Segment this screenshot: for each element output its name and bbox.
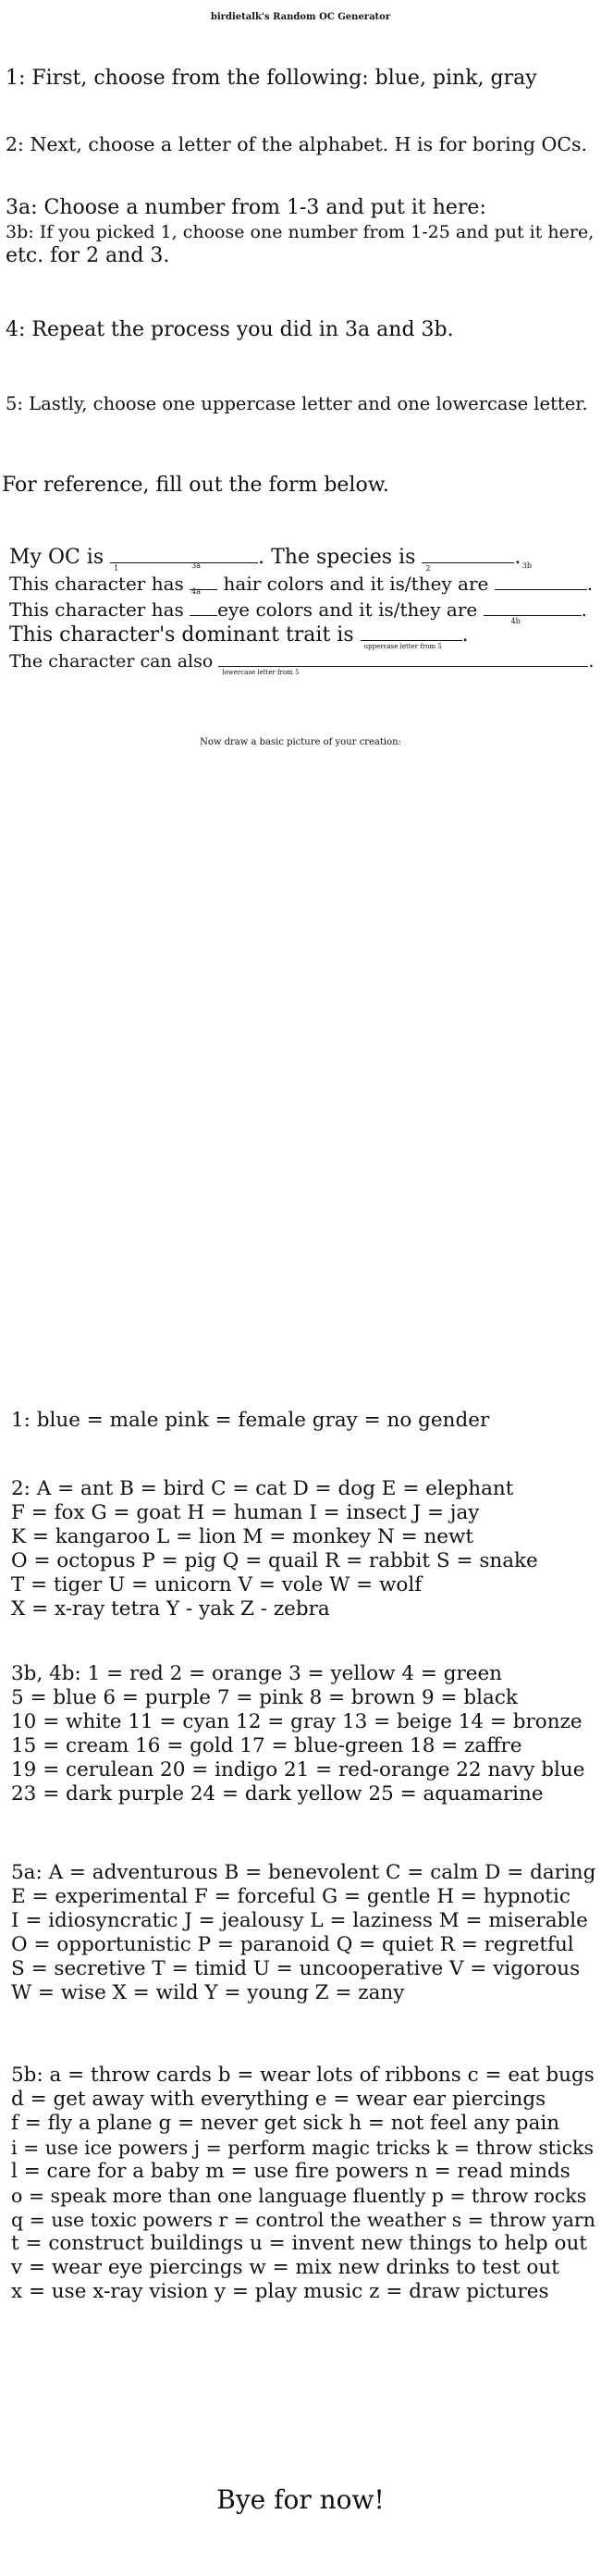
key-line: q = use toxic powers r = control the weather s = throw yarn bbox=[11, 2209, 595, 2231]
key-line: O = octopus P = pig Q = quail R = rabbit S = snake bbox=[11, 1549, 538, 1572]
form-text: . bbox=[581, 598, 587, 621]
key-line: W = wise X = wild Y = young Z = zany bbox=[11, 1981, 405, 2004]
key-line: 5a: A = adventurous B = benevolent C = calm D = daring bbox=[11, 1861, 596, 1884]
key-line: f = fly a plane g = never get sick h = not feel any pain bbox=[11, 2112, 560, 2135]
form-text: My OC is bbox=[9, 546, 104, 569]
key-line: t = construct buildings u = invent new things to help out bbox=[11, 2232, 587, 2255]
key-line: 5 = blue 6 = purple 7 = pink 8 = brown 9 = black bbox=[11, 1686, 518, 1709]
form-text: hair colors and it is/they are bbox=[223, 573, 489, 595]
key-line: o = speak more than one language fluently p = throw rocks bbox=[11, 2185, 587, 2207]
eye-count-blank[interactable] bbox=[190, 587, 217, 616]
instruction-3b-cont: etc. for 2 and 3. bbox=[6, 244, 170, 267]
eye-colors-blank[interactable] bbox=[484, 598, 582, 625]
key-line: d = get away with everything e = wear ear piercings bbox=[11, 2088, 546, 2111]
blank-sub-label: 2 bbox=[425, 564, 431, 573]
key-line: x = use x-ray vision y = play music z = draw pictures bbox=[11, 2280, 549, 2303]
key-line: K = kangaroo L = lion M = monkey N = newt bbox=[11, 1525, 474, 1548]
key-line: I = idiosyncratic J = jealousy L = laziness M = miserable bbox=[11, 1909, 588, 1932]
key-line: F = fox G = goat H = human I = insect J = jay bbox=[11, 1501, 480, 1524]
instruction-3b: 3b: If you picked 1, choose one number from 1-25 and put it here, bbox=[6, 222, 595, 242]
blank-sub-label: 4b bbox=[510, 617, 521, 625]
instruction-2: 2: Next, choose a letter of the alphabet. H is for boring OCs. bbox=[6, 133, 588, 155]
blank-sub-label: lowercase letter from 5 bbox=[222, 669, 300, 676]
reference-note: For reference, fill out the form below. bbox=[2, 474, 389, 497]
form-text: . bbox=[461, 623, 469, 647]
form-line-hair bbox=[9, 561, 594, 596]
blank-sub-label: 3b bbox=[521, 561, 532, 570]
drawing-area[interactable] bbox=[0, 768, 601, 1397]
key-line: l = care for a baby m = use fire powers n = read minds bbox=[11, 2160, 570, 2183]
key-line: v = wear eye piercings w = mix new drinks to test out bbox=[11, 2256, 559, 2279]
form-text: . The species is bbox=[258, 546, 416, 569]
key-line: 5b: a = throw cards b = wear lots of ribbons c = eat bugs bbox=[11, 2064, 595, 2087]
form-line-ability bbox=[9, 649, 595, 676]
blank-sub-label: 4a bbox=[191, 587, 202, 596]
closing-text: Bye for now! bbox=[216, 2484, 385, 2515]
form-text: This character has bbox=[9, 598, 184, 621]
hair-colors-blank[interactable] bbox=[495, 561, 587, 590]
instruction-3a: 3a: Choose a number from 1-3 and put it here: bbox=[6, 196, 486, 219]
key-line: T = tiger U = unicorn V = vole W = wolf bbox=[11, 1573, 423, 1596]
key-line: 2: A = ant B = bird C = cat D = dog E = elephant bbox=[11, 1477, 514, 1500]
form-text: This character has bbox=[9, 573, 184, 595]
key-line: 19 = cerulean 20 = indigo 21 = red-orange 22 navy blue bbox=[11, 1758, 585, 1781]
key-line: 23 = dark purple 24 = dark yellow 25 = aquamarine bbox=[11, 1782, 544, 1806]
trait-blank[interactable] bbox=[361, 623, 462, 650]
form-line-trait bbox=[9, 623, 469, 650]
form-line-eyes bbox=[9, 587, 587, 625]
form-text: This character's dominant trait is bbox=[9, 623, 354, 647]
key-line: 15 = cream 16 = gold 17 = blue-green 18 = zaffre bbox=[11, 1734, 522, 1757]
form-line-oc-name bbox=[9, 546, 521, 573]
instruction-1: 1: First, choose from the following: blue, pink, gray bbox=[6, 67, 537, 90]
form-text: . bbox=[586, 573, 594, 595]
key-line: 10 = white 11 = cyan 12 = gray 13 = beige 14 = bronze bbox=[11, 1710, 583, 1733]
blank-sub-label: uppercase letter from 5 bbox=[363, 643, 442, 650]
instruction-5: 5: Lastly, choose one uppercase letter and one lowercase letter. bbox=[6, 393, 588, 414]
blank-sub-label: 3a bbox=[191, 561, 202, 570]
instruction-4: 4: Repeat the process you did in 3a and 3b. bbox=[6, 318, 454, 341]
form-text: . bbox=[588, 651, 595, 672]
key-line: 3b, 4b: 1 = red 2 = orange 3 = yellow 4 = green bbox=[11, 1662, 503, 1685]
key-line: X = x-ray tetra Y - yak Z - zebra bbox=[11, 1597, 330, 1621]
draw-prompt: Now draw a basic picture of your creation: bbox=[200, 737, 401, 747]
key-line: S = secretive T = timid U = uncooperative V = vigorous bbox=[11, 1957, 581, 1980]
form-text: . bbox=[514, 546, 521, 569]
species-blank[interactable] bbox=[422, 546, 514, 573]
form-text: eye colors and it is/they are bbox=[217, 598, 478, 621]
ability-blank[interactable] bbox=[218, 649, 588, 676]
key-line: 1: blue = male pink = female gray = no gender bbox=[11, 1409, 490, 1432]
key-line: i = use ice powers j = perform magic tricks k = throw sticks bbox=[11, 2137, 594, 2159]
blank-sub-label: 1 bbox=[114, 564, 119, 573]
key-line: O = opportunistic P = paranoid Q = quiet R = regretful bbox=[11, 1933, 574, 1956]
key-line: E = experimental F = forceful G = gentle H = hypnotic bbox=[11, 1885, 570, 1908]
form-text: The character can also bbox=[9, 651, 214, 672]
page-title: birdietalk's Random OC Generator bbox=[210, 12, 391, 22]
